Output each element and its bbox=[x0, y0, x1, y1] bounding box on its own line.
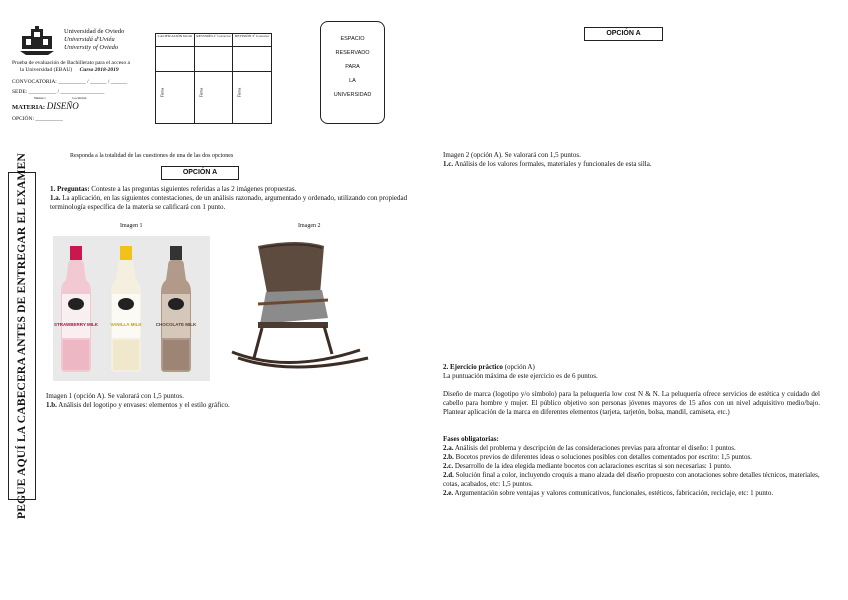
question-2-title: 2. Ejercicio práctico (opción A) bbox=[443, 363, 535, 371]
bottle-label: CHOCOLATE MILK bbox=[155, 322, 197, 327]
grade-cell[interactable] bbox=[156, 47, 195, 72]
university-name-en: University of Oviedo bbox=[64, 44, 119, 51]
image-1-milk-bottles bbox=[53, 236, 210, 381]
grade-cell[interactable] bbox=[194, 47, 233, 72]
bottle-label: STRAWBERRY MILK bbox=[53, 322, 99, 327]
signature-cell[interactable]: Firma bbox=[194, 72, 233, 124]
list-item: 2.c. Desarrollo de la idea elegida mediante bocetos con aclaraciones escritas si son necesarias: 1 punto. bbox=[443, 462, 732, 470]
course: Curso 2018-2019 bbox=[79, 67, 119, 73]
list-item: 2.a. Análisis del problema y descripción de las consideraciones previas para afrontar el diseño: 1 puntos. bbox=[443, 444, 736, 452]
option-a-title-left: OPCIÓN A bbox=[161, 166, 239, 180]
image-2-rocking-chair bbox=[228, 234, 384, 384]
question-1c: 1.c. Análisis de los valores formales, materiales y funcionales de esta silla. bbox=[443, 160, 652, 168]
list-item: 2.b. Bocetos previos de diferentes ideas o soluciones posibles con detalles comentados por escrito: 1,5 puntos. bbox=[443, 453, 752, 461]
reserved-university-box: ESPACIO RESERVADO PARA LA UNIVERSIDAD bbox=[320, 21, 385, 124]
grade-col-header: REVISIÓN 2º Corrector bbox=[194, 34, 233, 47]
image-2-caption: Imagen 2 bbox=[298, 223, 321, 229]
university-name-es: Universidad de Oviedo bbox=[64, 28, 125, 35]
bottle-label: VANILLA MILK bbox=[110, 322, 142, 327]
image-1-caption: Imagen 1 bbox=[120, 223, 143, 229]
exam-line-2: la Universidad (EBAU) bbox=[20, 67, 73, 73]
signature-cell[interactable]: Firma bbox=[233, 72, 272, 124]
signature-cell[interactable]: Firma bbox=[156, 72, 195, 124]
question-2-brief: Diseño de marca (logotipo y/o símbolo) para la peluquería low cost N & N. La peluquería ofrece servicios de estética y cuidado del cabello para hombre y mujer. El público objetivo son personas jóvenes mayores de 15 años con un nivel adquisitivo medio/bajo. Plantear aplicación de la marca en diferentes elementos (tarjeta, tarjetón, bolsa, mandil, camiseta, etc.) bbox=[443, 390, 820, 416]
materia-field: MATERIA: DISEÑO bbox=[12, 101, 79, 111]
grade-col-header: CALIFICACIÓN Inicial bbox=[156, 34, 195, 47]
instruction-text: Responda a la totalidad de las cuestiones de una de las dos opciones bbox=[70, 153, 234, 159]
university-logo bbox=[18, 26, 56, 56]
question-2-points: La puntuación máxima de este ejercicio es de 6 puntos. bbox=[443, 372, 598, 380]
question-1b: 1.b. Análisis del logotipo y envases: elementos y el estilo gráfico. bbox=[46, 401, 230, 409]
image-1-points: Imagen 1 (opción A). Se valorará con 1,5 puntos. bbox=[46, 392, 184, 400]
exam-description bbox=[12, 60, 152, 74]
sede-field[interactable]: SEDE: __________ / ________________ bbox=[12, 89, 105, 95]
opcion-field[interactable]: OPCIÓN: __________ bbox=[12, 116, 63, 122]
paste-header-strip bbox=[8, 153, 36, 519]
phases-list bbox=[443, 444, 823, 498]
image-2-points: Imagen 2 (opción A). Se valorará con 1,5 puntos. bbox=[443, 151, 581, 159]
grade-cell[interactable] bbox=[233, 47, 272, 72]
university-name bbox=[64, 28, 154, 52]
convocatoria-field[interactable]: CONVOCATORIA: __________ / ______ / ______ bbox=[12, 79, 128, 85]
materia-value: DISEÑO bbox=[46, 101, 79, 111]
university-name-ast: Universidá d'Uviéu bbox=[64, 36, 115, 43]
option-a-title-right: OPCIÓN A bbox=[584, 27, 663, 41]
list-item: 2.e. Argumentación sobre ventajas y valores comunicativos, funcionales, estéticos, fabricación, reciclaje, etc: 1 punto. bbox=[443, 489, 774, 497]
list-item: 2.d. Solución final a color, incluyendo croquis a mano alzada del diseño propuesto con anotaciones sobre detalles técnicos, materiales, cotas, acabados, etc: 1,5 puntos. bbox=[443, 471, 820, 488]
grade-table bbox=[155, 33, 272, 124]
question-1-intro: 1. Preguntas: Conteste a las preguntas siguientes referidas a las 2 imágenes propuestas. bbox=[50, 185, 297, 193]
sede-sublabels: Número Localidad bbox=[34, 96, 87, 100]
exam-line-1: Prueba de evaluación de Bachillerato para el acceso a bbox=[12, 60, 130, 66]
question-1a: 1.a. La aplicación, en las siguientes contestaciones, de un análisis razonado, argumentado y ordenado, utilizando con propiedad terminología específica de la materia se calificará con 1 punto. bbox=[50, 194, 408, 211]
paste-header-label: PEGUE AQUÍ LA CABECERA ANTES DE ENTREGAR EL EXAMEN bbox=[16, 153, 28, 519]
grade-col-header: REVISIÓN 3º Corrector bbox=[233, 34, 272, 47]
phases-title: Fases obligatorias: bbox=[443, 435, 499, 443]
